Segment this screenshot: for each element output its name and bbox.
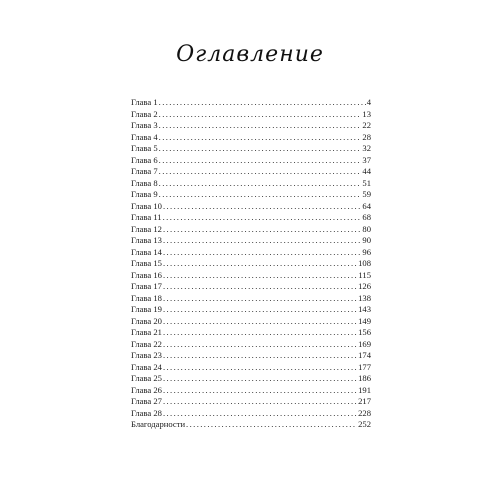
toc-leader-dots [163, 327, 357, 339]
toc-entry-page-number: 37 [362, 154, 371, 165]
toc-entry-label: Глава 1 [131, 97, 158, 107]
toc-entry-page-number: 156 [358, 327, 371, 337]
toc-entry-label: Глава 15 [131, 258, 162, 268]
toc-entry-page-number: 126 [358, 281, 371, 291]
toc-entry [131, 339, 371, 351]
toc-title: Оглавление [176, 42, 324, 67]
toc-leader-dots [163, 258, 357, 270]
toc-leader-dots [163, 293, 357, 305]
toc-entry-page-number: 44 [362, 166, 371, 176]
toc-entry-label: Глава 25 [131, 373, 162, 383]
toc-entry-page-number: 59 [362, 189, 371, 199]
toc-entry [131, 270, 371, 282]
toc-entry-label: Благодарности [131, 419, 186, 429]
toc-leader-dots [163, 373, 357, 385]
toc-entry [131, 293, 371, 305]
toc-entry-label: Глава 17 [131, 281, 162, 291]
toc-entry-page-number: 64 [362, 200, 371, 211]
toc-entry [131, 212, 371, 224]
toc-entry [131, 178, 371, 190]
toc-entry-label: Глава 9 [131, 189, 158, 199]
toc-entry [131, 120, 371, 132]
toc-entry-page-number: 80 [362, 223, 371, 234]
toc-list [131, 97, 371, 431]
toc-entry-label: Глава 20 [131, 315, 162, 326]
toc-leader-dots [163, 235, 361, 247]
toc-entry-label: Глава 3 [131, 120, 158, 130]
toc-entry [131, 97, 371, 109]
toc-leader-dots [163, 396, 357, 408]
toc-entry [131, 247, 371, 259]
toc-entry-label: Глава 18 [131, 292, 162, 303]
toc-entry-label: Глава 13 [131, 235, 162, 245]
toc-entry [131, 235, 371, 247]
toc-leader-dots [163, 224, 361, 236]
toc-entry [131, 258, 371, 270]
toc-entry-page-number: 115 [358, 269, 371, 280]
toc-entry-label: Глава 11 [131, 212, 162, 222]
toc-entry-page-number: 96 [362, 246, 371, 257]
toc-entry-page-number: 228 [358, 407, 371, 418]
toc-leader-dots [163, 385, 357, 397]
toc-entry [131, 143, 371, 155]
toc-leader-dots [159, 120, 362, 132]
toc-entry-label: Глава 12 [131, 223, 162, 234]
toc-entry-label: Глава 4 [131, 131, 158, 142]
toc-entry [131, 373, 371, 385]
toc-leader-dots [163, 339, 357, 351]
toc-entry [131, 132, 371, 144]
toc-entry-page-number: 13 [362, 108, 371, 119]
toc-leader-dots [163, 350, 357, 362]
toc-entry-page-number: 149 [358, 315, 371, 326]
toc-leader-dots [159, 97, 366, 109]
toc-entry-page-number: 169 [358, 338, 371, 349]
toc-entry-label: Глава 2 [131, 108, 158, 119]
toc-leader-dots [163, 247, 361, 259]
toc-entry-label: Глава 8 [131, 177, 158, 188]
toc-leader-dots [163, 201, 361, 213]
toc-leader-dots [163, 304, 357, 316]
toc-entry-page-number: 177 [358, 361, 371, 372]
toc-entry-page-number: 51 [362, 177, 371, 188]
toc-entry-label: Глава 7 [131, 166, 158, 176]
toc-entry-label: Глава 26 [131, 384, 162, 395]
toc-leader-dots [163, 362, 357, 374]
toc-entry-page-number: 186 [358, 373, 371, 383]
toc-entry [131, 201, 371, 213]
toc-entry-page-number: 22 [362, 120, 371, 130]
toc-leader-dots [163, 408, 357, 420]
toc-leader-dots [163, 281, 357, 293]
toc-leader-dots [186, 419, 357, 431]
toc-entry-label: Глава 24 [131, 361, 162, 372]
toc-entry [131, 224, 371, 236]
toc-entry [131, 281, 371, 293]
toc-leader-dots [159, 132, 362, 144]
toc-entry-page-number: 32 [362, 143, 371, 153]
toc-entry [131, 304, 371, 316]
toc-entry-page-number: 252 [358, 419, 371, 429]
toc-entry-label: Глава 14 [131, 246, 162, 257]
toc-leader-dots [163, 270, 357, 282]
toc-entry [131, 327, 371, 339]
toc-leader-dots [159, 109, 362, 121]
toc-entry-page-number: 68 [362, 212, 371, 222]
toc-entry-label: Глава 19 [131, 304, 162, 314]
toc-entry-label: Глава 6 [131, 154, 158, 165]
toc-entry-page-number: 4 [366, 97, 371, 107]
toc-entry [131, 166, 371, 178]
toc-entry-label: Глава 28 [131, 407, 162, 418]
toc-entry-page-number: 28 [362, 131, 371, 142]
toc-entry-label: Глава 16 [131, 269, 162, 280]
toc-entry-label: Глава 5 [131, 143, 158, 153]
toc-entry [131, 419, 371, 431]
toc-entry [131, 316, 371, 328]
toc-leader-dots [159, 166, 362, 178]
toc-entry [131, 408, 371, 420]
toc-entry [131, 362, 371, 374]
toc-entry-label: Глава 27 [131, 396, 162, 406]
toc-entry-page-number: 108 [358, 258, 371, 268]
toc-entry-label: Глава 21 [131, 327, 162, 337]
toc-entry-page-number: 217 [358, 396, 371, 406]
toc-leader-dots [163, 212, 362, 224]
toc-entry-label: Глава 10 [131, 200, 162, 211]
toc-entry-page-number: 138 [358, 292, 371, 303]
toc-leader-dots [159, 189, 362, 201]
toc-leader-dots [159, 178, 362, 190]
toc-entry [131, 385, 371, 397]
toc-entry-page-number: 90 [362, 235, 371, 245]
toc-entry [131, 396, 371, 408]
toc-leader-dots [159, 155, 362, 167]
toc-entry [131, 109, 371, 121]
toc-entry-label: Глава 23 [131, 350, 162, 360]
toc-entry [131, 155, 371, 167]
toc-entry-page-number: 174 [358, 350, 371, 360]
toc-leader-dots [163, 316, 357, 328]
toc-entry-label: Глава 22 [131, 338, 162, 349]
toc-entry [131, 350, 371, 362]
toc-entry [131, 189, 371, 201]
toc-entry-page-number: 191 [358, 384, 371, 395]
toc-entry-page-number: 143 [358, 304, 371, 314]
toc-leader-dots [159, 143, 362, 155]
